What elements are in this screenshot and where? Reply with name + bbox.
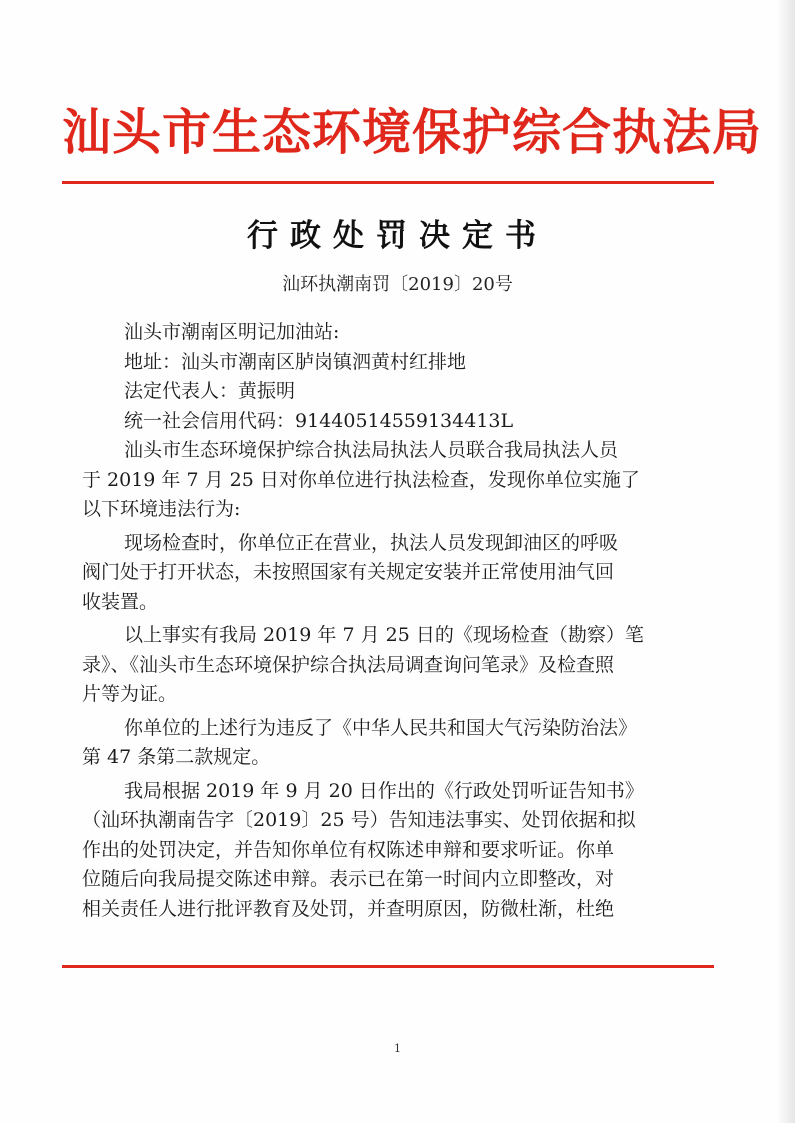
- paragraph-line: 片等为证。: [82, 683, 178, 705]
- page-edge-shadow: [777, 0, 795, 1123]
- footer-red-rule: [62, 965, 714, 968]
- party-address: 地址：汕头市潮南区胪岗镇泗黄村红排地: [124, 350, 467, 373]
- party-credit-code: 统一社会信用代码：91440514559134413L: [124, 409, 514, 432]
- paragraph-line: 以下环境违法行为:: [82, 498, 241, 520]
- paragraph-line: （汕环执潮南告字〔2019〕25 号）告知违法事实、处罚依据和拟: [82, 809, 636, 831]
- paragraph-line: 我局根据 2019 年 9 月 20 日作出的《行政处罚听证告知书》: [124, 779, 644, 802]
- paragraph-5: [82, 777, 712, 925]
- paragraph-3: [82, 621, 712, 710]
- paragraph-line: 收装置。: [82, 590, 159, 613]
- paragraph-line: 阀门处于打开状态，未按照国家有关规定安装并正常使用油气回: [82, 561, 615, 583]
- party-representative: 法定代表人：黄振明: [124, 380, 296, 402]
- page-number: 1: [394, 1042, 401, 1055]
- document-title: 行政处罚决定书: [247, 218, 548, 254]
- paragraph-2: [82, 529, 712, 618]
- paragraph-line: 汕头市生态环境保护综合执法局执法人员联合我局执法人员: [124, 439, 619, 461]
- paragraph-line: 现场检查时，你单位正在营业，执法人员发现卸油区的呼吸: [124, 531, 619, 554]
- party-name: 汕头市潮南区明记加油站:: [124, 321, 340, 343]
- paragraph-line: 作出的处罚决定，并告知你单位有权陈述申辩和要求听证。你单: [82, 838, 615, 861]
- paragraph-line: 以上事实有我局 2019 年 7 月 25 日的《现场检查（勘察）笔: [124, 624, 644, 646]
- paragraph-1: [82, 436, 712, 525]
- document-body: [82, 318, 712, 924]
- paragraph-line: 位随后向我局提交陈述申辩。表示已在第一时间内立即整改，对: [82, 868, 615, 890]
- agency-header: 汕头市生态环境保护综合执法局: [62, 103, 763, 161]
- header-red-rule: [62, 181, 714, 184]
- paragraph-line: 录》、《汕头市生态环境保护综合执法局调查询问笔录》及检查照: [82, 653, 615, 676]
- document-number: 汕环执潮南罚〔2019〕20号: [282, 274, 513, 295]
- paragraph-line: 于 2019 年 7 月 25 日对你单位进行执法检查，发现你单位实施了: [82, 468, 640, 491]
- paragraph-4: [82, 714, 712, 773]
- paragraph-line: 相关责任人进行批评教育及处罚，并查明原因，防微杜渐，杜绝: [82, 897, 615, 920]
- paragraph-line: 第 47 条第二款规定。: [82, 746, 271, 768]
- paragraph-line: 你单位的上述行为违反了《中华人民共和国大气污染防治法》: [124, 716, 638, 739]
